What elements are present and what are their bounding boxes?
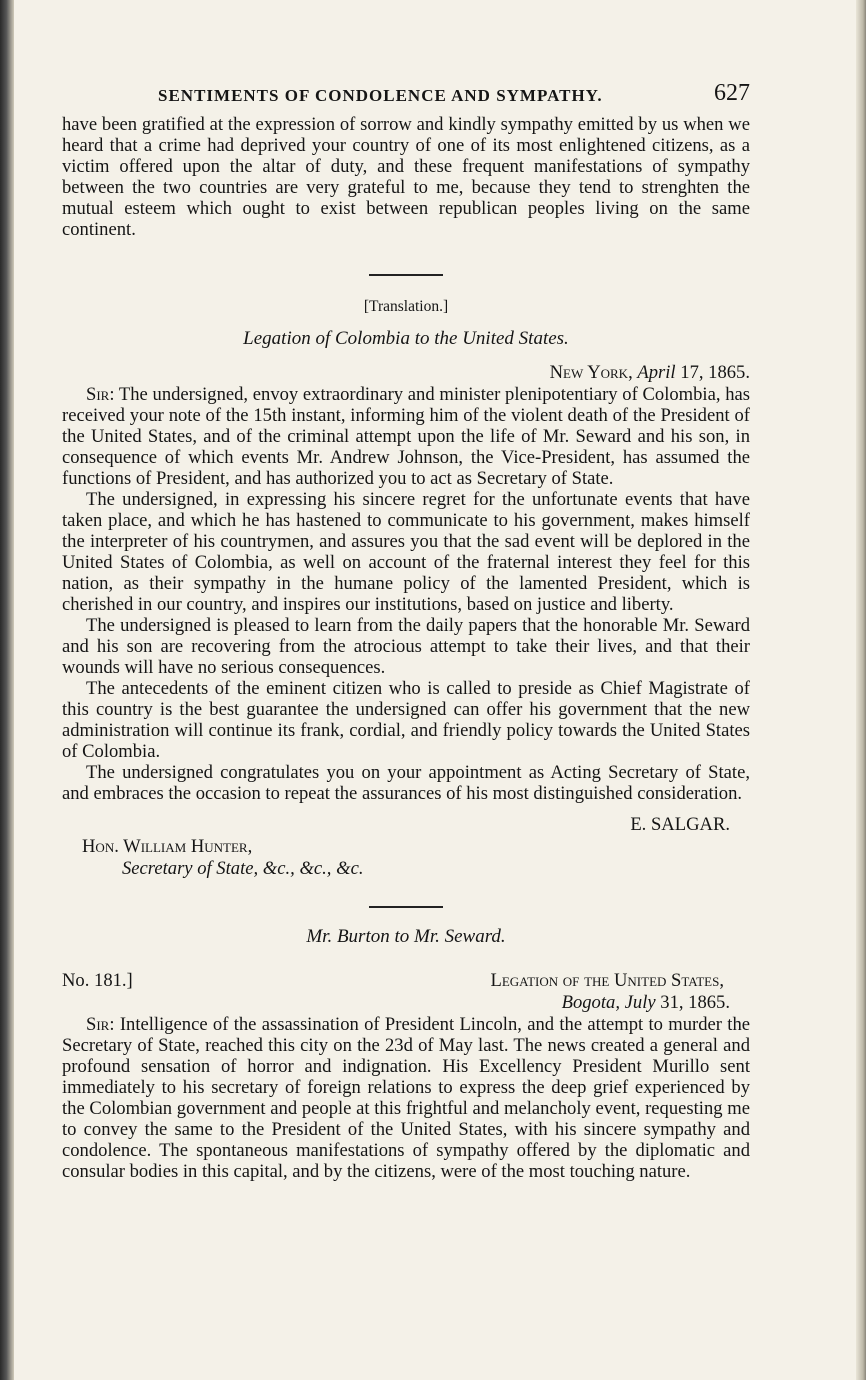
letter1-paragraph-5: The undersigned congratulates you on your appointment as Acting Secretary of State, and embraces the occasion to repeat the assurances of his most distinguished consideration. [62, 762, 750, 804]
letter1-heading: Legation of Colombia to the United States. [243, 328, 569, 349]
letter1-signature: E. SALGAR. [630, 814, 730, 835]
letter1-paragraph-3: The undersigned is pleased to learn from the daily papers that the honorable Mr. Seward and his son are recovering from the atrocious attempt to take their lives, and that their wounds will have no serious consequences. [62, 615, 750, 678]
running-head [62, 78, 750, 114]
letter2-legation: Legation of the United States, [490, 970, 724, 991]
letter1-paragraph-1: Sir: The undersigned, envoy extraordinary and minister plenipotentiary of Colombia, has received your note of the 15th instant, informing him of the violent death of the President of the United States, and of the criminal attempt upon the life of Mr. Seward and his son, in consequence of which events Mr. Andrew Johnson, the Vice-President, has assumed the functions of President, and has authorized you to act as Secretary of State. [62, 384, 750, 489]
letter1-dateline: New York, April 17, 1865. [549, 362, 750, 383]
document-page [62, 78, 750, 1182]
letter2-heading: Mr. Burton to Mr. Seward. [306, 926, 506, 947]
letter2-paragraph: Sir: Intelligence of the assassination of President Lincoln, and the attempt to murder the Secretary of State, reached this city on the 23d of May last. The news created a general and profound sensation of horror and indignation. His Excellency President Murillo sent immediately to his secretary of foreign relations to express the deep grief experienced by the Colombian government and people at this frightful and melancholy event, requesting me to convey the same to the President of the United States, with his sincere sympathy and condolence. The spontaneous manifestations of sympathy offered by the diplomatic and consular bodies in this capital, and by the citizens, were of the most touching nature. [62, 1014, 750, 1182]
letter2-number: No. 181.] [62, 970, 133, 991]
letter2-dateline: Bogota, July 31, 1865. [561, 992, 730, 1013]
page-number: 627 [714, 80, 750, 106]
section-divider [369, 274, 443, 276]
letter1-paragraph-4: The antecedents of the eminent citizen who is called to preside as Chief Magistrate of this country is the best guarantee the undersigned can offer his government that the new administration will continue its frank, cordial, and friendly policy towards the United States of Colombia. [62, 678, 750, 762]
letter2-header-row [62, 970, 750, 992]
book-binding-left [0, 0, 14, 1380]
opening-paragraph: have been gratified at the expression of sorrow and kindly sympathy emitted by us when we heard that a crime had deprived your country of one of its most enlightened citizens, as a victim offered upon the altar of duty, and these frequent manifestations of sympathy between the two countries are very grateful to me, because they tend to strenghten the mutual esteem which ought to exist between republican peoples living on the same continent. [62, 114, 750, 240]
letter1-addressee-title: Secretary of State, &c., &c., &c. [122, 858, 364, 879]
page-edge-right [856, 0, 866, 1380]
running-head-title: SENTIMENTS OF CONDOLENCE AND SYMPATHY. [158, 86, 603, 105]
letter1-paragraph-2: The undersigned, in expressing his sincere regret for the unfortunate events that have taken place, and which he has hastened to communicate to his government, makes himself the interpreter of his countrymen, and assures you that the sad event will be deplored in the United States of Colombia, as well on account of the fraternal interest they feel for this nation, as their sympathy in the humane policy of the lamented President, which is cherished in our country, and inspires our institutions, based on justice and liberty. [62, 489, 750, 615]
translation-note: [Translation.] [363, 298, 449, 315]
section-divider-2 [369, 906, 443, 908]
letter1-addressee-name: Hon. William Hunter, [82, 836, 253, 857]
